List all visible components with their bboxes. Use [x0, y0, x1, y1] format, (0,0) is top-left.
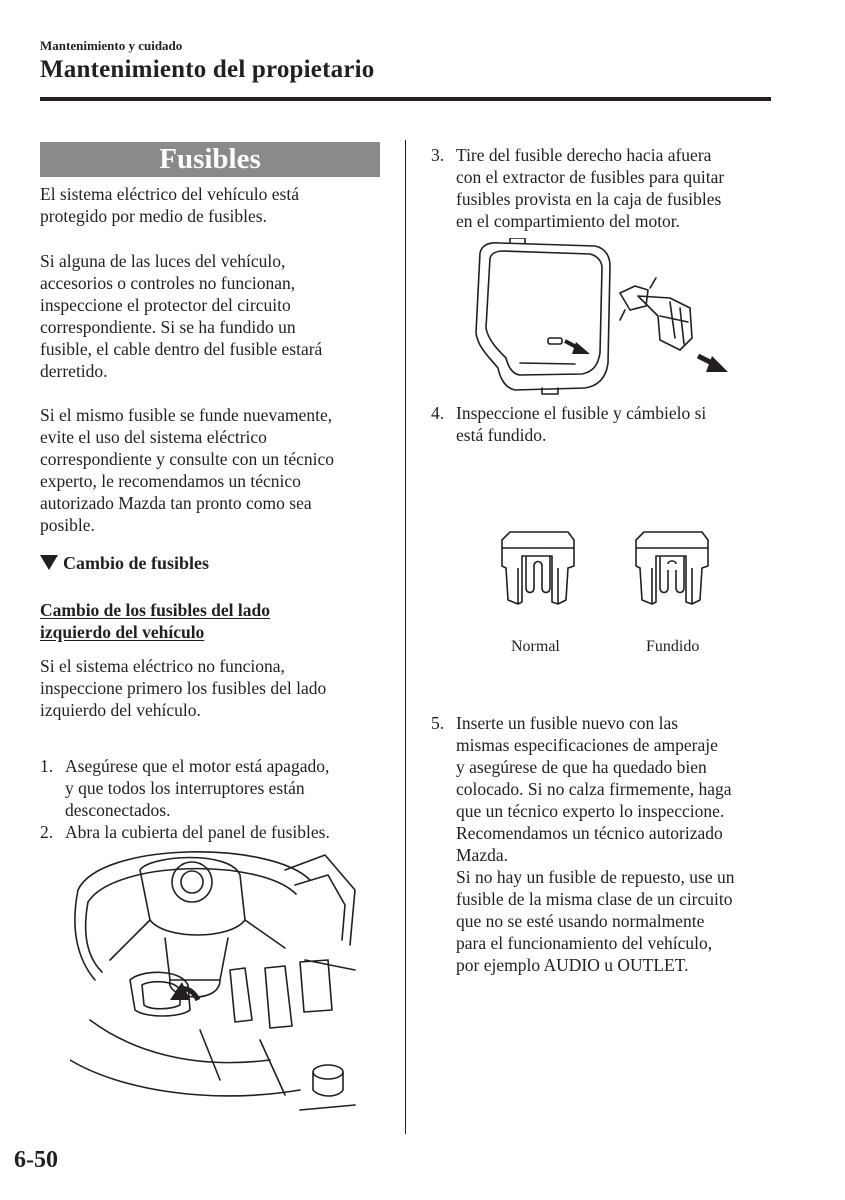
text-line: por ejemplo AUDIO u OUTLET.	[456, 955, 689, 975]
text-line: protegido por medio de fusibles.	[40, 206, 267, 226]
text-line: colocado. Si no calza firmemente, haga	[456, 779, 732, 799]
text-line: inspeccione primero los fusibles del lado	[40, 678, 327, 698]
text-line: correspondiente y consulte con un técnico	[40, 449, 334, 469]
text-line: experto, le recomendamos un técnico	[40, 471, 301, 491]
subheading	[40, 553, 209, 574]
text-line: en el compartimiento del motor.	[456, 211, 681, 231]
text-line: Si alguna de las luces del vehículo,	[40, 251, 286, 271]
text-line: que un técnico experto lo inspeccione.	[456, 801, 725, 821]
header-rule	[40, 97, 771, 101]
text-line: Abra la cubierta del panel de fusibles.	[65, 822, 330, 842]
column-divider	[405, 140, 406, 1134]
underlined-heading	[40, 599, 270, 643]
text-line: posible.	[40, 515, 95, 535]
text-line: mismas especificaciones de amperaje	[456, 735, 718, 755]
step-number: 5.	[431, 713, 445, 733]
text-line: que no se esté usando normalmente	[456, 911, 705, 931]
section-label: Mantenimiento y cuidado	[40, 38, 183, 53]
text-line: Inserte un fusible nuevo con las	[456, 713, 679, 733]
intro-paragraph	[40, 183, 299, 227]
triangle-marker-icon	[40, 555, 58, 570]
text-line: El sistema eléctrico del vehículo está	[40, 184, 299, 204]
text-line: Cambio de los fusibles del lado	[40, 600, 270, 620]
text-line: Mazda.	[456, 845, 508, 865]
step-2	[40, 821, 390, 843]
fuse-panel-illustration	[70, 850, 360, 1125]
text-line: correspondiente. Si se ha fundido un	[40, 317, 296, 337]
text-line: Si el sistema eléctrico no funciona,	[40, 656, 285, 676]
text-line: derretido.	[40, 361, 108, 381]
step-3	[431, 144, 781, 232]
text-line: Tire del fusible derecho hacia afuera	[456, 145, 712, 165]
step-number: 2.	[40, 822, 54, 842]
text-line: para el funcionamiento del vehículo,	[456, 933, 713, 953]
left-side-paragraph	[40, 655, 326, 721]
page-number: 6-50	[14, 1147, 58, 1173]
text-line: Recomendamos un técnico autorizado	[456, 823, 723, 843]
blown-fuse-icon	[630, 528, 712, 610]
text-line: y asegúrese de que ha quedado bien	[456, 757, 707, 777]
fuse-paragraph	[40, 250, 322, 382]
warning-paragraph	[40, 404, 334, 536]
text-line: Asegúrese que el motor está apagado,	[65, 756, 330, 776]
fuse-puller-illustration	[470, 238, 760, 398]
text-line: Inspeccione el fusible y cámbielo si	[456, 403, 707, 423]
section-banner: Fusibles	[40, 142, 380, 177]
step-number: 4.	[431, 403, 445, 423]
text-line: izquierdo del vehículo	[40, 622, 205, 642]
normal-caption: Normal	[511, 638, 560, 655]
text-line: fusibles provista en la caja de fusibles	[456, 189, 722, 209]
normal-fuse-icon	[496, 528, 578, 610]
text-line: Si el mismo fusible se funde nuevamente,	[40, 405, 333, 425]
blown-caption: Fundido	[646, 638, 700, 655]
text-line: desconectados.	[65, 800, 171, 820]
text-line: fusible, el cable dentro del fusible estará	[40, 339, 323, 359]
step-4	[431, 402, 781, 446]
text-line: accesorios o controles no funcionan,	[40, 273, 296, 293]
text-line: inspeccione el protector del circuito	[40, 295, 291, 315]
text-line: evite el uso del sistema eléctrico	[40, 427, 267, 447]
step-number: 1.	[40, 756, 54, 776]
text-line: fusible de la misma clase de un circuito	[456, 889, 733, 909]
step-number: 3.	[431, 145, 445, 165]
step-5	[431, 712, 781, 976]
text-line: Si no hay un fusible de repuesto, use un	[456, 867, 735, 887]
text-line: y que todos los interruptores están	[65, 778, 305, 798]
page-title: Mantenimiento del propietario	[40, 56, 375, 83]
text-line: está fundido.	[456, 425, 547, 445]
text-line: izquierdo del vehículo.	[40, 700, 201, 720]
text-line: autorizado Mazda tan pronto como sea	[40, 493, 312, 513]
step-1	[40, 755, 390, 821]
subheading-text: Cambio de fusibles	[63, 553, 210, 573]
text-line: con el extractor de fusibles para quitar	[456, 167, 725, 187]
